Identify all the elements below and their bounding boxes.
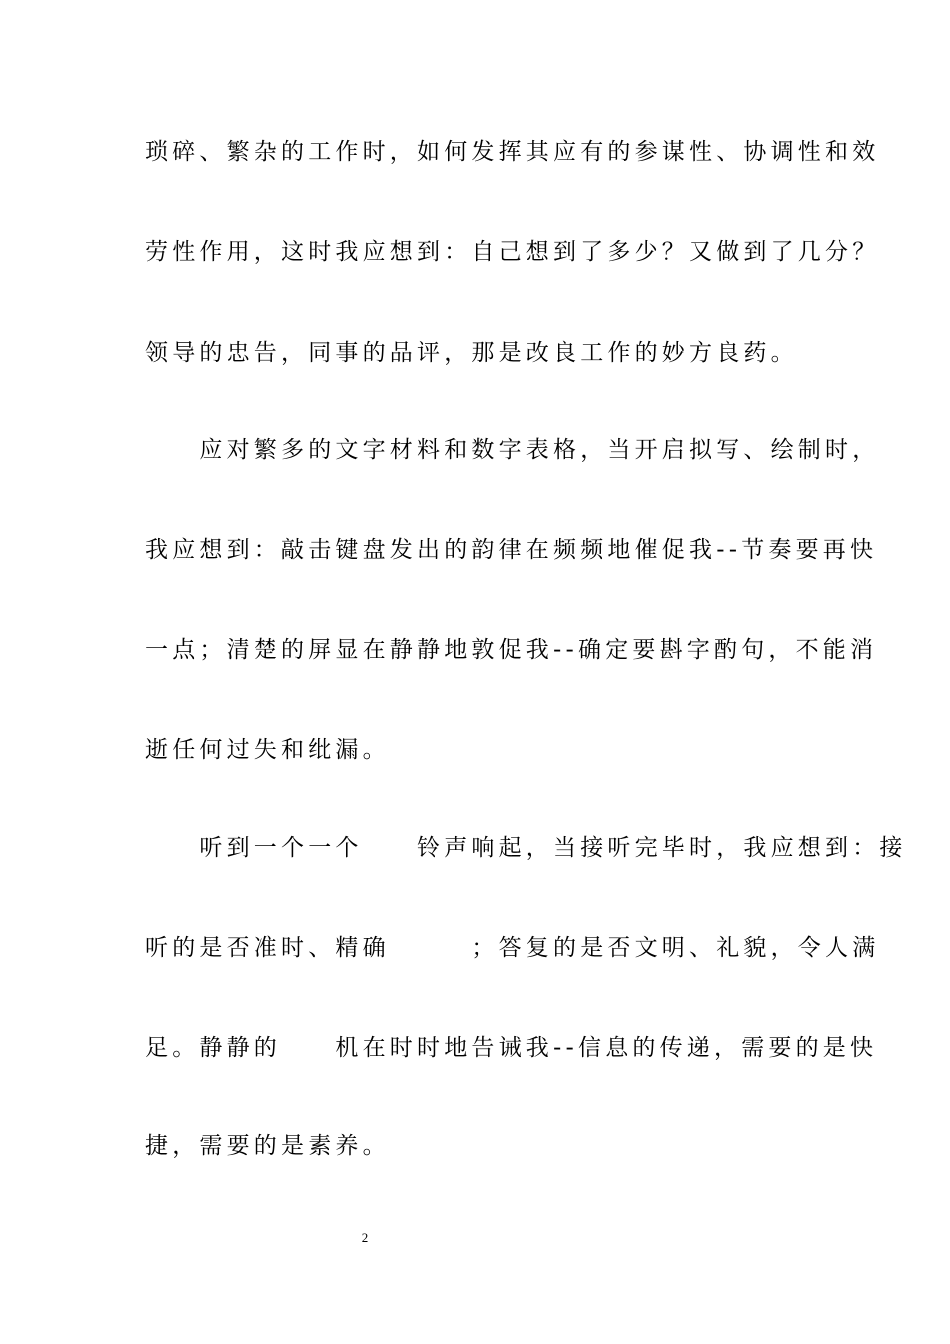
text-line-9: 听的是否准时、精确 ；答复的是否文明、礼貌，令人满 <box>145 935 880 961</box>
text-line-11: 捷，需要的是素养。 <box>145 1133 390 1159</box>
text-line-2: 劳性作用，这时我应想到：自己想到了多少？又做到了几分？ <box>145 239 880 265</box>
text-line-8: 听到一个一个 铃声响起，当接听完毕时，我应想到：接 <box>145 835 907 861</box>
text-line-7: 逝任何过失和纰漏。 <box>145 737 390 763</box>
text-line-1: 琐碎、繁杂的工作时，如何发挥其应有的参谋性、协调性和效 <box>145 139 880 165</box>
text-line-6: 一点；清楚的屏显在静静地敦促我--确定要斟字酌句，不能消 <box>145 637 878 663</box>
text-line-4: 应对繁多的文字材料和数字表格，当开启拟写、绘制时， <box>145 437 880 463</box>
text-line-10: 足。静静的 机在时时地告诫我--信息的传递，需要的是快 <box>145 1035 878 1061</box>
page-number: 2 <box>361 1230 369 1245</box>
text-line-3: 领导的忠告，同事的品评，那是改良工作的妙方良药。 <box>145 340 798 366</box>
text-line-5: 我应想到：敲击键盘发出的韵律在频频地催促我--节奏要再快 <box>145 537 878 563</box>
